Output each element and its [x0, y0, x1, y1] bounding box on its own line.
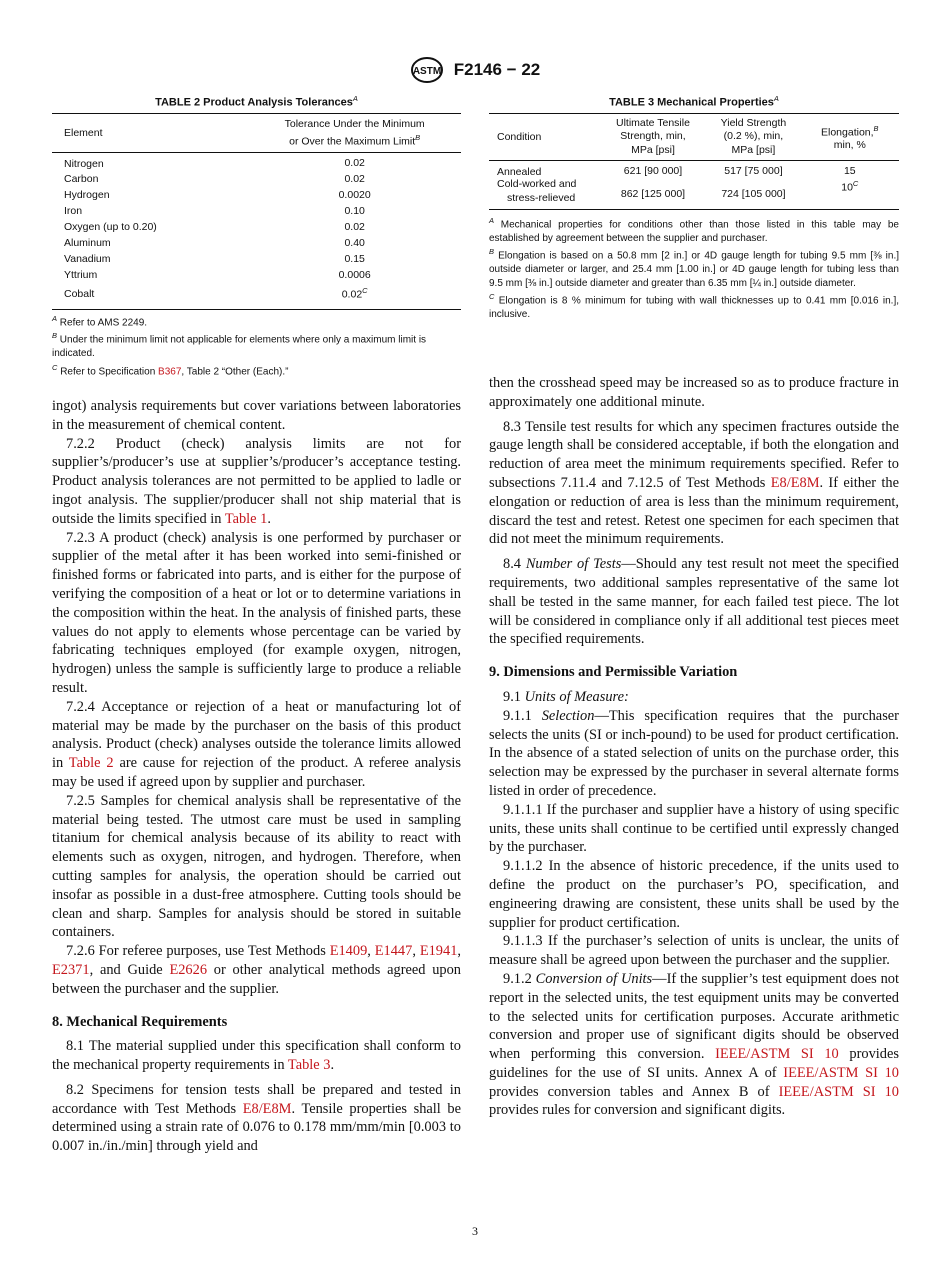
table-3-block — [489, 94, 899, 322]
table-2-cell-element: Vanadium — [64, 253, 111, 266]
table-2-cell-tolerance: 0.02 — [344, 173, 365, 186]
link-e8-e8m[interactable]: E8/E8M — [770, 474, 820, 491]
paragraph-7-2-2: 7.2.2 Product (check) analysis limits are not for supplier’s/producer’s use at supplier’s/producer’s acceptance testing. Product analysis tolerances are not permitted to be applied to ladle or ingot analysis. The supplier/producer shall not ship material that is outside the limits specified in Table 1. — [52, 435, 461, 527]
table-2-body — [52, 153, 461, 305]
table-2-footnote-c: $^C$ Refer to Specification B367, Table 2 “Other (Each).” — [52, 362, 289, 378]
document-designation: F2146 − 22 — [453, 60, 541, 79]
table-row — [52, 267, 461, 283]
table-2-cell-tolerance: 0.15 — [344, 253, 365, 266]
paragraph-7-2-3: 7.2.3 A product (check) analysis is one performed by purchaser or supplier of the metal after it has been worked into semi-finished or finished forms or fabricated into parts, and is either for the purpose of verifying the composition of a heat or lot or to determine variations in the composition within the heat. In the analysis of finished parts, these values do not apply to elements whose percentage can be varied by fabricating techniques employed (for example oxygen, nitrogen, hydrogen) unless the sample is sufficiently large to produce a reliable result. — [52, 529, 461, 696]
table-row — [52, 219, 461, 235]
table-3-header-uts: Ultimate Tensile Strength, min, MPa [psi] — [616, 116, 690, 156]
left-column — [52, 397, 461, 1156]
table-2-footnotes — [52, 309, 461, 379]
table-3-footnote-b: $^B$ Elongation is based on a 50.8 mm [2 in.] or 4D gauge length for tubing 9.5 mm [⅜ in.] outside diameter or larger, and 25.4 mm [1.00 in.] or 4D gauge length for tubing less than 9.5 mm [⅜ in.] outside diameter and greater than 6.35 mm [¼ in.] outside diameter. — [489, 247, 899, 289]
paragraph-9-1: 9.1 Units of Measure: — [503, 688, 629, 705]
link-table-1[interactable]: Table 1 — [224, 510, 268, 527]
paragraph-8-1: 8.1 The material supplied under this specification shall conform to the mechanical property requirements in Table 3. — [52, 1038, 461, 1074]
table-row — [52, 153, 461, 172]
table-3-cell-elongation: 15 — [843, 165, 856, 178]
svg-text:ASTM: ASTM — [412, 66, 441, 77]
table-2-footnote-b: $^B$ Under the minimum limit not applicable for elements where only a maximum limit is indicated. — [52, 331, 427, 360]
link-e1941[interactable]: E1941 — [419, 943, 458, 960]
table-3-footnotes — [489, 214, 899, 321]
table-2-header-tolerance: Tolerance Under the Minimum or Over the Maximum Limit$^B$ — [284, 117, 425, 148]
link-table-3[interactable]: Table 3 — [287, 1057, 331, 1074]
page-header — [0, 56, 950, 84]
table-2-cell-element: Nitrogen — [64, 157, 104, 170]
table-2-title: TABLE 2 Product Analysis Tolerances$^A$ — [155, 94, 358, 109]
table-3-cell-condition: Annealed — [497, 165, 542, 178]
table-2 — [52, 113, 461, 305]
paragraph-9-1-2: 9.1.2 Conversion of Units—If the supplier’s test equipment does not report in the selected units, the test equipment units may be converted to the selected units for certification purposes. Accurate arithmetic conversion and proper use of significant digits should be observed when performing this conversion. IEEE/ASTM SI 10 provides guidelines for the use of SI units. Annex A of IEEE/ASTM SI 10 provides conversion tables and Annex B of IEEE/ASTM SI 10 provides rules for conversion and significant digits. — [489, 970, 899, 1119]
table-2-cell-element: Iron — [64, 205, 83, 218]
page-number: 3 — [472, 1224, 478, 1238]
table-3-footnote-c: $^C$ Elongation is 8 % minimum for tubing with wall thicknesses up to 0.41 mm [0.016 in.], inclusive. — [489, 292, 899, 321]
table-row — [52, 235, 461, 251]
table-row — [52, 251, 461, 267]
table-3-cell-uts: 862 [125 000] — [620, 187, 686, 200]
link-ieee-astm-si-10[interactable]: IEEE/ASTM SI 10 — [715, 1046, 839, 1063]
table-2-footnote-a: $^A$ Refer to AMS 2249. — [52, 313, 148, 328]
right-column — [489, 374, 899, 1120]
table-2-cell-tolerance: 0.10 — [344, 205, 365, 218]
paragraph-8-3: 8.3 Tensile test results for which any specimen fractures outside the gauge length shall be considered acceptable, if both the elongation and reduction of area meet the minimum requirements specified. Refer to subsections 7.11.4 and 7.12.5 of Test Methods E8/E8M. If either the elongation or reduction of area is less than the minimum requirement, discard the test and retest. Retest one specimen for each specimen that did not meet the minimum requirements. — [489, 418, 899, 548]
table-3-cell-condition: Cold-worked and stress-relieved — [497, 178, 577, 204]
table-row — [52, 187, 461, 203]
section-8-heading: 8. Mechanical Requirements — [52, 1013, 228, 1030]
table-3-cell-uts: 621 [90 000] — [623, 165, 683, 178]
link-e2371[interactable]: E2371 — [52, 961, 90, 978]
table-3-header-elongation: Elongation,$^B$ min, % — [821, 124, 879, 151]
table-2-cell-tolerance: 0.0006 — [338, 269, 371, 282]
table-2-cell-element: Carbon — [64, 173, 99, 186]
table-2-cell-element: Aluminum — [64, 237, 111, 250]
astm-logo-icon — [410, 56, 444, 84]
link-ieee-astm-si-10[interactable]: IEEE/ASTM SI 10 — [778, 1083, 899, 1100]
link-b367[interactable]: B367 — [158, 366, 182, 378]
table-2-cell-element: Yttrium — [64, 269, 98, 282]
table-3-footnote-a: $^A$ Mechanical properties for conditions other than those listed in this table may be established by agreement between the supplier and purchaser. — [489, 216, 899, 244]
table-2-cell-tolerance: 0.40 — [344, 237, 365, 250]
paragraph-7-2-5: 7.2.5 Samples for chemical analysis shall be representative of the material being tested. The utmost care must be used in sampling titanium for chemical analysis because of its ability to react with elements such as oxygen, nitrogen, and hydrogen. Therefore, when cutting samples for analysis, the operation should be carried out insofar as possible in a dust-free atmosphere. Cutting tools should be clean and sharp. Samples for analysis should be stored in suitable containers. — [52, 792, 461, 941]
table-3-title: TABLE 3 Mechanical Properties$^A$ — [609, 94, 779, 109]
paragraph-9-1-1-3: 9.1.1.3 If the purchaser’s selection of units is unclear, the units of measure shall be agreed upon between the purchaser and the supplier. — [489, 933, 899, 969]
table-2-cell-tolerance: 0.02 — [344, 221, 365, 234]
paragraph-7-2-6: 7.2.6 For referee purposes, use Test Methods E1409, E1447, E1941, E2371, and Guide E2626 or other analytical methods agreed upon between the purchaser and the supplier. — [52, 943, 462, 997]
link-e8-e8m[interactable]: E8/E8M — [242, 1100, 292, 1117]
table-2-cell-tolerance: 0.0020 — [338, 189, 371, 202]
link-e2626[interactable]: E2626 — [169, 961, 208, 978]
paragraph-9-1-1-1: 9.1.1.1 If the purchaser and supplier have a history of using specific units, these units shall continue to be certified until expressly changed by the purchaser. — [489, 801, 899, 856]
table-3 — [489, 113, 899, 211]
table-2-block — [52, 94, 461, 379]
table-row — [52, 171, 461, 187]
section-9-heading: 9. Dimensions and Permissible Variation — [489, 664, 738, 681]
table-row — [489, 161, 899, 179]
table-3-header-condition: Condition — [497, 130, 542, 143]
link-ieee-astm-si-10[interactable]: IEEE/ASTM SI 10 — [783, 1064, 899, 1081]
table-3-cell-ys: 517 [75 000] — [724, 165, 783, 178]
paragraph-7-2-1-cont: ingot) analysis requirements but cover variations between laboratories in the measurement of chemical content. — [52, 398, 461, 433]
table-2-header-element: Element — [64, 126, 103, 139]
paragraph-8-2-cont: then the crosshead speed may be increased so as to produce fracture in approximately one additional minute. — [489, 375, 899, 410]
table-2-cell-tolerance: $0.02^C$ — [341, 286, 368, 301]
table-3-header-ys: Yield Strength (0.2 %), min, MPa [psi] — [720, 116, 787, 156]
link-e1409[interactable]: E1409 — [329, 943, 368, 960]
table-2-cell-element: Hydrogen — [64, 189, 110, 202]
table-3-body — [489, 161, 899, 210]
table-2-cell-element: Oxygen (up to 0.20) — [64, 221, 157, 234]
paragraph-9-1-1-2: 9.1.1.2 In the absence of historic precedence, if the units used to define the product on the purchaser’s PO, specification, and engineering drawing are consistent, these units shall be used by the supplier for product certification. — [489, 858, 899, 931]
table-2-cell-tolerance: 0.02 — [344, 157, 365, 170]
paragraph-8-4: 8.4 Number of Tests—Should any test result not meet the specified requirements, two additional samples representative of the same lot shall be tested in the same manner, for each failed test piece. The lot will be considered in compliance only if all additional test pieces meet the specified requirements. — [489, 556, 899, 648]
table-3-cell-elongation: $10^C$ — [841, 179, 859, 194]
paragraph-7-2-4: 7.2.4 Acceptance or rejection of a heat or manufacturing lot of material may be made by the purchaser on the basis of this product analysis. Product (check) analyses outside the tolerance limits allowed in Table 2 are cause for rejection of the product. A referee analysis may be used if agreed upon by supplier and purchaser. — [52, 698, 462, 790]
table-row — [52, 283, 461, 305]
paragraph-8-2: 8.2 Specimens for tension tests shall be prepared and tested in accordance with Test Methods E8/E8M. Tensile properties shall be determined using a strain rate of 0.076 to 0.178 mm/mm/min [0.003 to 0.007 in./in./min] through yield and — [52, 1081, 461, 1155]
link-table-2[interactable]: Table 2 — [68, 755, 114, 772]
table-row — [52, 203, 461, 219]
table-2-cell-element: Cobalt — [64, 287, 95, 300]
paragraph-9-1-1: 9.1.1 Selection—This specification requires that the purchaser selects the units (SI or inch-pound) to be used for product certification. In the absence of a stated selection of units on the purchase order, this selection may be expressed by the purchaser in several alternate forms listed in order of precedence. — [489, 707, 899, 799]
table-3-cell-ys: 724 [105 000] — [721, 187, 786, 200]
link-e1447[interactable]: E1447 — [374, 943, 413, 960]
table-row — [489, 178, 899, 210]
